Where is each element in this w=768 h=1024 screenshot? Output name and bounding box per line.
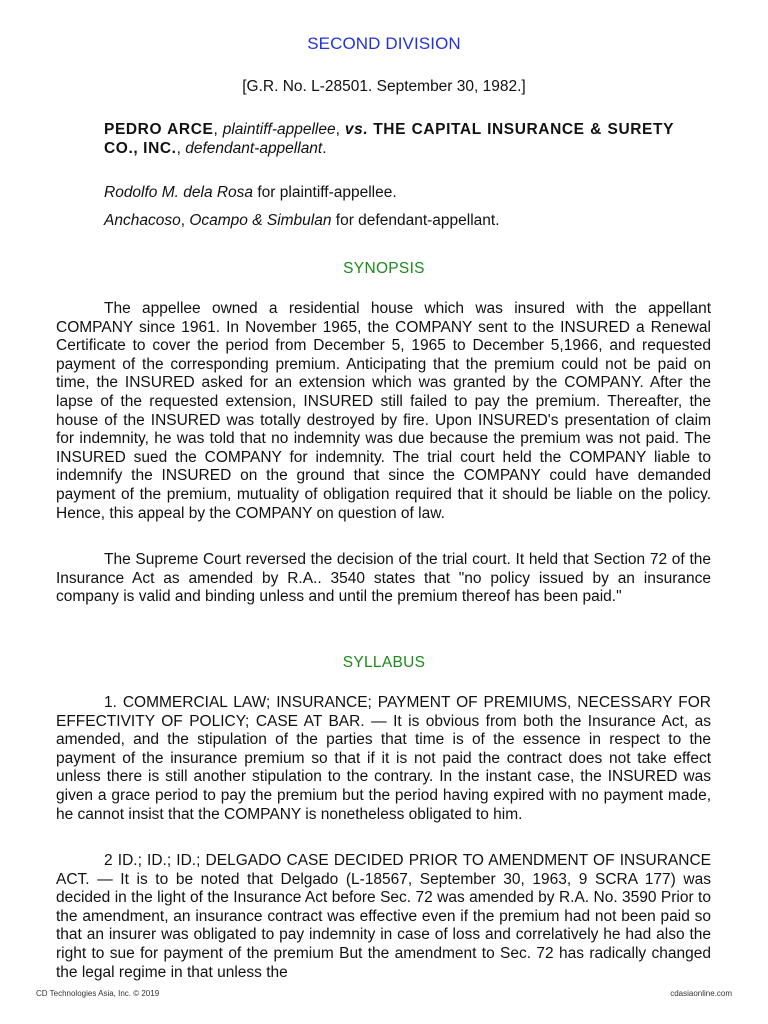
plaintiff-counsel-name: Rodolfo M. dela Rosa xyxy=(104,184,254,201)
syllabus-heading: SYLLABUS xyxy=(342,654,426,671)
case-parties: PEDRO ARCE, plaintiff-appellee, vs. THE CAPITAL INSURANCE & SURETY CO., INC., defendant-appellant. xyxy=(104,121,675,157)
footer-site: cdasiaonline.com xyxy=(670,989,732,998)
counsel-defendant xyxy=(104,212,500,230)
defendant-counsel-name-2: Ocampo & Simbulan xyxy=(189,212,332,229)
syllabus-paragraph: 1. COMMERCIAL LAW; INSURANCE; PAYMENT OF PREMIUMS, NECESSARY FOR EFFECTIVITY OF POLICY; CASE AT BAR. — It is obvious from both the Insurance Act, as amended, and the stipulation of the parties that time is of the essence in respect to the payment of the insurance premium so that if it is not paid the contract does not take effect unless there is still another stipulation to the contrary. In the instant case, the INSURED was given a grace period to pay the premium but the period having expired with no payment made, he cannot insist that the COMPANY is nonetheless obligated to him. xyxy=(56,694,711,823)
case-number: [G.R. No. L-28501. September 30, 1982.] xyxy=(242,78,526,95)
defendant-role: defendant-appellant xyxy=(185,140,323,157)
footer-copyright: CD Technologies Asia, Inc. © 2019 xyxy=(36,989,160,998)
plaintiff-role: plaintiff-appellee xyxy=(222,121,336,138)
synopsis-paragraph: The Supreme Court reversed the decision of the trial court. It held that Section 72 of the Insurance Act as amended by R.A.. 3540 states that "no policy issued by an insurance company is valid and binding unless and until the premium thereof has been paid." xyxy=(56,551,711,606)
defendant-counsel-suffix: for defendant-appellant. xyxy=(331,212,500,229)
versus-label: vs. xyxy=(344,121,369,138)
division-heading: SECOND DIVISION xyxy=(307,34,461,53)
defendant-name: THE CAPITAL INSURANCE & SURETY CO., INC. xyxy=(104,121,675,157)
syllabus-paragraph: 2 ID.; ID.; ID.; DELGADO CASE DECIDED PRIOR TO AMENDMENT OF INSURANCE ACT. — It is to be noted that Delgado (L-18567, September 30, 1963, 9 SCRA 177) was decided in the light of the Insurance Act before Sec. 72 was amended by R.A. No. 3590 Prior to the amendment, an insurance contract was effective even if the premium had not been paid so that an insurer was obligated to pay indemnity in case of loss and correlatively he had also the right to sue for payment of the premium But the amendment to Sec. 72 has radically changed the legal regime in that unless the xyxy=(56,852,711,981)
defendant-counsel-name-1: Anchacoso xyxy=(104,212,181,229)
plaintiff-counsel-suffix: for plaintiff-appellee. xyxy=(253,184,397,201)
synopsis-heading: SYNOPSIS xyxy=(343,260,425,277)
plaintiff-name: PEDRO ARCE xyxy=(104,121,214,138)
defendant-counsel-separator: , xyxy=(180,212,190,229)
counsel-plaintiff xyxy=(104,184,397,202)
synopsis-paragraph: The appellee owned a residential house which was insured with the appellant COMPANY since 1961. In November 1965, the COMPANY sent to the INSURED a Renewal Certificate to cover the period from December 5, 1965 to December 5,1966, and requested payment of the corresponding premium. Anticipating that the premium could not be paid on time, the INSURED asked for an extension which was granted by the COMPANY. After the lapse of the requested extension, INSURED still failed to pay the premium. Thereafter, the house of the INSURED was totally destroyed by fire. Upon INSURED's presentation of claim for indemnity, he was told that no indemnity was due because the premium was not paid. The INSURED sued the COMPANY for indemnity. The trial court held the COMPANY liable to indemnify the INSURED on the ground that since the COMPANY could have demanded payment of the premium, mutuality of obligation required that it should be liable on the policy. Hence, this appeal by the COMPANY on question of law. xyxy=(56,300,711,522)
